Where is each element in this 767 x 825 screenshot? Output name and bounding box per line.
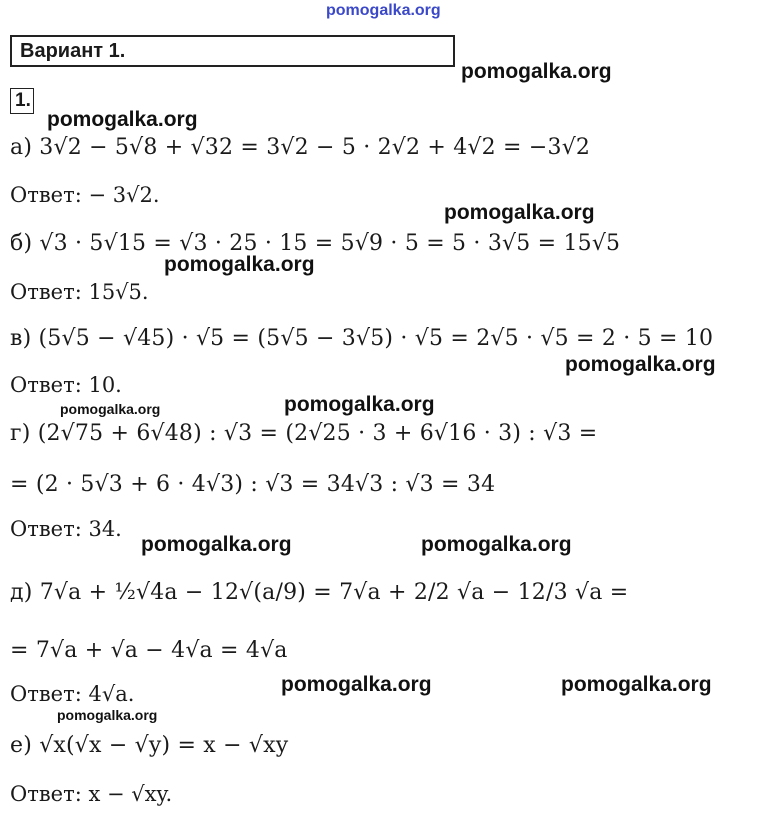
watermark: pomogalka.org [141, 533, 292, 556]
problem-e-expression: е) √x(√x − √y) = x − √xy [10, 733, 289, 758]
watermark: pomogalka.org [565, 353, 716, 376]
problem-a-answer: Ответ: − 3√2. [10, 183, 160, 207]
problem-a-expression: а) 3√2 − 5√8 + √32 = 3√2 − 5 · 2√2 + 4√2 = −3√2 [10, 135, 591, 160]
watermark: pomogalka.org [281, 673, 432, 696]
problem-v-answer: Ответ: 10. [10, 373, 122, 397]
problem-d-expression-continued: = 7√a + √a − 4√a = 4√a [10, 638, 288, 663]
watermark: pomogalka.org [60, 401, 161, 417]
problem-g-expression: г) (2√75 + 6√48) : √3 = (2√25 · 3 + 6√16 · 3) : √3 = [10, 421, 598, 446]
watermark: pomogalka.org [461, 60, 612, 83]
problem-b-expression: б) √3 · 5√15 = √3 · 25 · 15 = 5√9 · 5 = 5 · 3√5 = 15√5 [10, 231, 621, 256]
problem-g-answer: Ответ: 34. [10, 517, 122, 541]
problem-g-expression-continued: = (2 · 5√3 + 6 · 4√3) : √3 = 34√3 : √3 = 34 [10, 472, 496, 497]
watermark: pomogalka.org [444, 201, 595, 224]
task-number: 1. [10, 88, 34, 114]
problem-b-answer: Ответ: 15√5. [10, 280, 149, 304]
watermark: pomogalka.org [421, 533, 572, 556]
watermark: pomogalka.org [47, 108, 198, 131]
problem-e-answer: Ответ: x − √xy. [10, 782, 173, 806]
problem-v-expression: в) (5√5 − √45) · √5 = (5√5 − 3√5) · √5 = 2√5 · √5 = 2 · 5 = 10 [10, 326, 714, 351]
watermark-top: pomogalka.org [326, 2, 441, 19]
watermark: pomogalka.org [164, 253, 315, 276]
problem-d-expression: д) 7√a + ½√4a − 12√(a/9) = 7√a + 2/2 √a − 12/3 √a = [10, 580, 629, 605]
watermark: pomogalka.org [561, 673, 712, 696]
problem-d-answer: Ответ: 4√a. [10, 682, 135, 706]
watermark: pomogalka.org [57, 707, 158, 723]
variant-title: Вариант 1. [10, 35, 455, 67]
watermark: pomogalka.org [284, 393, 435, 416]
